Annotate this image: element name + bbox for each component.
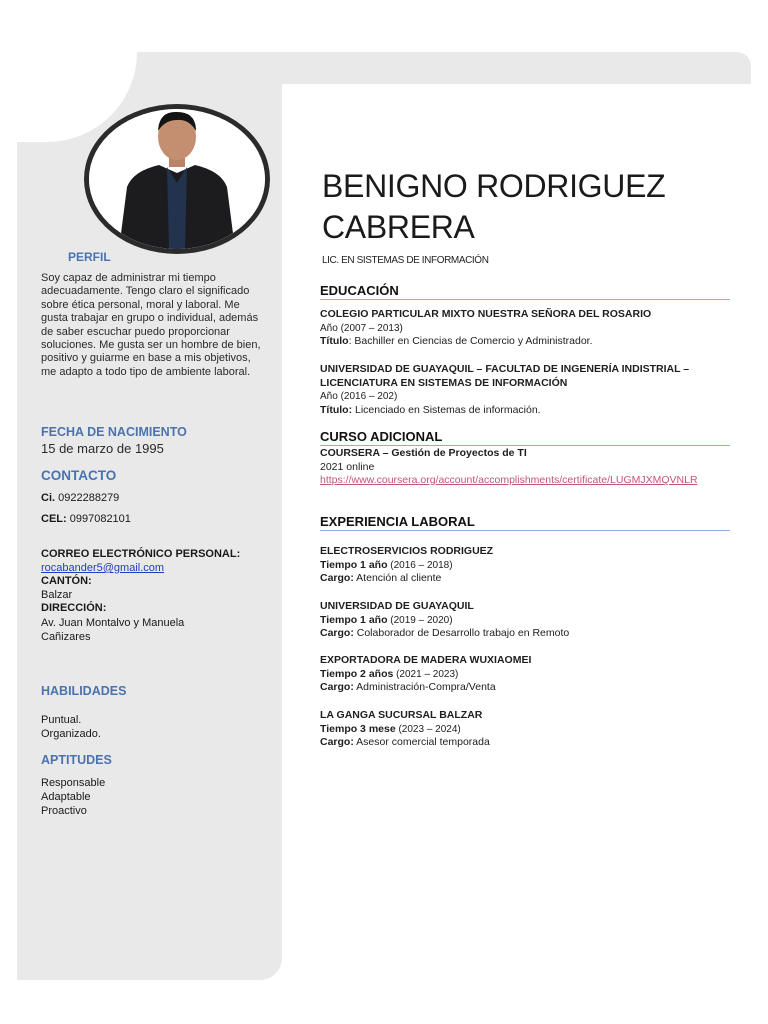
list-item: Puntual.	[41, 714, 82, 726]
degree: Título: Licenciado en Sistemas de información.	[320, 403, 541, 416]
skills-heading: HABILIDADES	[41, 684, 127, 698]
certificate-link[interactable]: https://www.coursera.org/account/accomplishments/certificate/LUGMJXMQVNLR	[320, 474, 698, 486]
canton-value: Balzar	[41, 589, 73, 601]
experience-heading: EXPERIENCIA LABORAL	[320, 514, 730, 531]
id-number	[41, 492, 266, 504]
work-role: Cargo: Atención al cliente	[320, 572, 442, 584]
experience-entry	[320, 545, 730, 586]
birth-heading: FECHA DE NACIMIENTO	[41, 425, 187, 439]
school-name: UNIVERSIDAD DE GUAYAQUIL – FACULTAD DE INGENERÍA INDISTRIAL – LICENCIATURA EN SISTEMAS DE INFORMACIÓN	[320, 363, 690, 389]
work-role: Cargo: Asesor comercial temporada	[320, 736, 490, 748]
course-when: 2021 online	[320, 460, 375, 473]
aptitudes-list	[41, 776, 266, 818]
education-entry	[320, 363, 730, 417]
degree: Título: Bachiller en Ciencias de Comercio y Administrador.	[320, 335, 593, 347]
company-name: UNIVERSIDAD DE GUAYAQUIL	[320, 600, 474, 612]
name-line-2: CABRERA	[322, 209, 475, 245]
email-label: CORREO ELECTRÓNICO PERSONAL:	[41, 548, 241, 560]
profile-photo	[84, 104, 270, 254]
full-name	[322, 166, 665, 248]
address-label: DIRECCIÓN:	[41, 602, 107, 614]
education-entry	[320, 308, 730, 349]
skills-list	[41, 713, 266, 741]
experience-entry	[320, 654, 730, 695]
id-label: Ci.	[41, 492, 56, 504]
cell-label: CEL:	[41, 513, 67, 525]
work-time: Tiempo 1 año (2019 – 2020)	[320, 613, 453, 626]
profile-heading: PERFIL	[68, 250, 111, 264]
education-heading: EDUCACIÓN	[320, 283, 730, 300]
company-name: ELECTROSERVICIOS RODRIGUEZ	[320, 545, 494, 557]
list-item: Organizado.	[41, 728, 101, 740]
name-line-1: BENIGNO RODRIGUEZ	[322, 168, 666, 204]
profile-text: Soy capaz de administrar mi tiempo adecuadamente. Tengo claro el significado sobre ética personal, moral y laboral. Me gusta trabajar en grupo o individual, además de saber escuchar puedo proporcionar soluciones. Me gusta ser un hombre de bien, positivo y guiarme en base a mis objetivos, me adapto a todo tipo de ambiente laboral.	[41, 272, 261, 378]
work-time: Tiempo 1 año (2016 – 2018)	[320, 558, 453, 571]
work-time: Tiempo 3 mese (2023 – 2024)	[320, 722, 461, 735]
list-item: Adaptable	[41, 791, 91, 803]
canton-label: CANTÓN:	[41, 575, 92, 587]
contact-heading: CONTACTO	[41, 468, 117, 483]
experience-entry	[320, 600, 730, 641]
address-value: Av. Juan Montalvo y Manuela Cañizares	[41, 617, 185, 643]
school-years: Año (2016 – 202)	[320, 391, 398, 402]
company-name: EXPORTADORA DE MADERA WUXIAOMEI	[320, 654, 532, 666]
work-role: Cargo: Colaborador de Desarrollo trabajo en Remoto	[320, 627, 570, 639]
work-role: Cargo: Administración-Compra/Venta	[320, 681, 496, 693]
id-value: 0922288279	[58, 492, 120, 504]
cell-value: 0997082101	[69, 513, 131, 525]
course-heading: CURSO ADICIONAL	[320, 429, 730, 446]
professional-title: LIC. EN SISTEMAS DE INFORMACIÓN	[322, 255, 489, 266]
person-silhouette-icon	[89, 109, 265, 249]
school-name: COLEGIO PARTICULAR MIXTO NUESTRA SEÑORA DEL ROSARIO	[320, 308, 652, 320]
list-item: Responsable	[41, 777, 106, 789]
work-time: Tiempo 2 años (2021 – 2023)	[320, 667, 459, 680]
email-link[interactable]: rocabander5@gmail.com	[41, 562, 165, 574]
experience-entry	[320, 709, 730, 750]
cell-number	[41, 513, 266, 525]
list-item: Proactivo	[41, 805, 87, 817]
birth-date: 15 de marzo de 1995	[41, 441, 164, 456]
school-years: Año (2007 – 2013)	[320, 322, 403, 334]
course-name: COURSERA – Gestión de Proyectos de TI	[320, 447, 527, 459]
aptitudes-heading: APTITUDES	[41, 753, 112, 767]
company-name: LA GANGA SUCURSAL BALZAR	[320, 709, 483, 721]
course-entry	[320, 447, 730, 488]
